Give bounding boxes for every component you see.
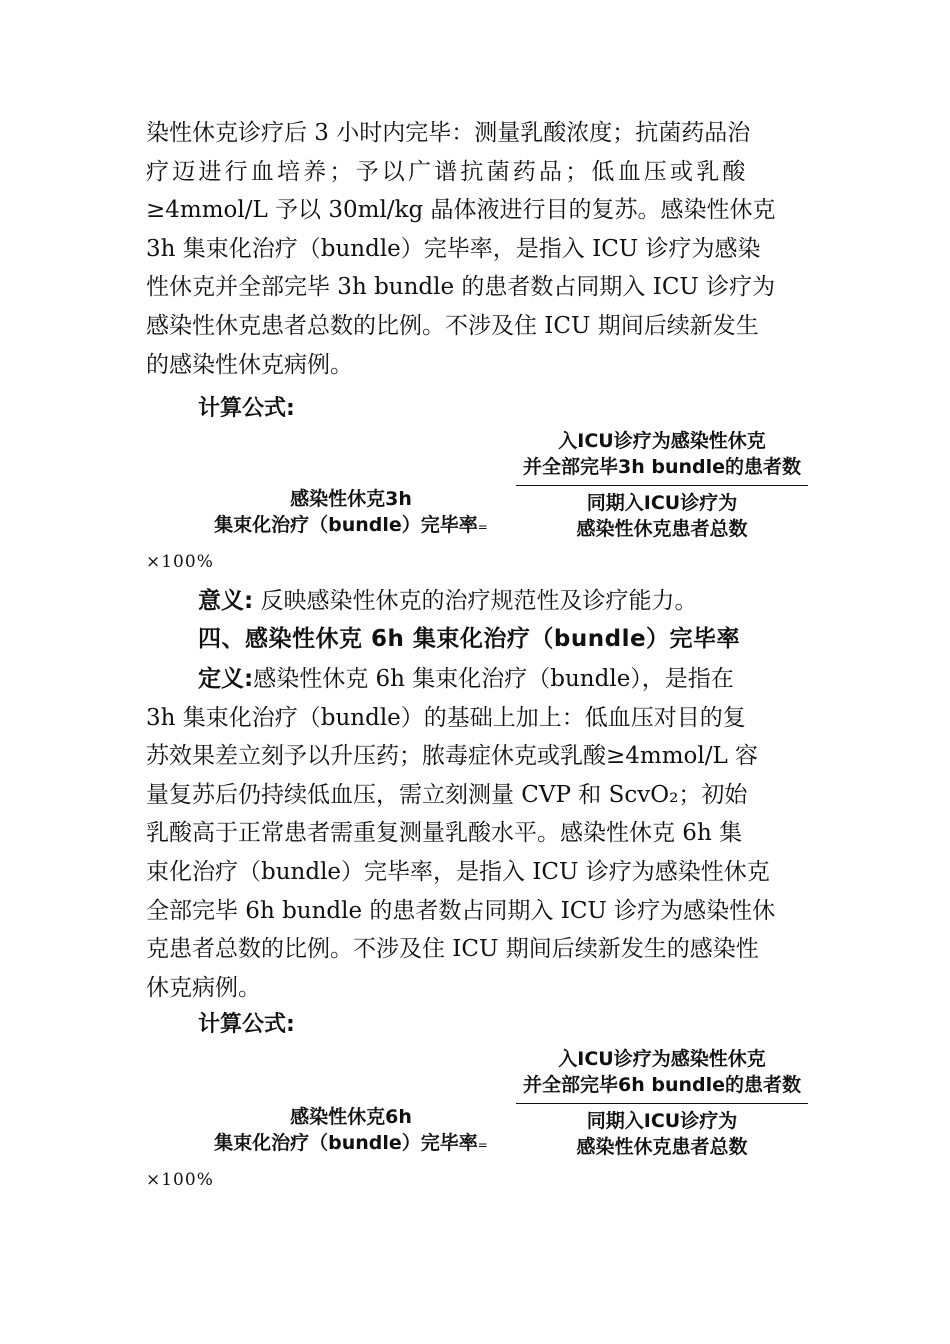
text-line: ≥4mmol/L 予以 30ml/kg 晶体液进行目的复苏。感染性休克	[146, 197, 776, 224]
equals-sign: =	[477, 520, 488, 534]
text-line: 休克病例。	[146, 974, 261, 1001]
text-line	[146, 660, 808, 699]
denominator-line: 同期入ICU诊疗为	[586, 492, 738, 514]
formula-denominator	[516, 1108, 808, 1160]
formula-6h-completion-rate	[146, 1046, 808, 1206]
text-line: 3h 集束化治疗（bundle）的基础上加上：低血压对目的复	[146, 704, 746, 731]
formula-lhs	[186, 486, 516, 540]
formula-3h-completion-rate	[146, 428, 808, 588]
text-line: 苏效果差立刻予以升压药；脓毒症休克或乳酸≥4mmol/L 容	[146, 743, 759, 770]
fraction-bar	[516, 1103, 808, 1104]
denominator-line: 感染性休克患者总数	[576, 518, 748, 540]
formula-numerator	[516, 428, 808, 480]
meaning-label: 意义:	[198, 588, 254, 614]
formula-lhs	[186, 1104, 516, 1158]
text-line: 乳酸高于正常患者需重复测量乳酸水平。感染性休克 6h 集	[146, 820, 743, 847]
denominator-line: 感染性休克患者总数	[576, 1136, 748, 1158]
text-line: 感染性休克患者总数的比例。不涉及住 ICU 期间后续新发生	[146, 312, 759, 339]
numerator-line: 并全部完毕3h bundle的患者数	[522, 456, 801, 478]
paragraph-sepsis-6h-definition	[146, 660, 808, 1007]
formula-denominator	[516, 490, 808, 542]
text-line: 性休克并全部完毕 3h bundle 的患者数占同期入 ICU 诊疗为	[146, 274, 776, 301]
lhs-term: 集束化治疗（bundle）完毕率	[214, 514, 478, 536]
numerator-line: 入ICU诊疗为感染性休克	[558, 1048, 766, 1070]
lhs-line: 感染性休克6h	[290, 1106, 412, 1128]
multiplier: ×100%	[146, 1170, 214, 1190]
text-line: 疗迈进行血培养；予以广谱抗菌药品；低血压或乳酸	[146, 158, 749, 185]
fraction-bar	[516, 485, 808, 486]
meaning-text: 反映感染性休克的治疗规范性及诊疗能力。	[260, 588, 698, 614]
text-line: 3h 集束化治疗（bundle）完毕率，是指入 ICU 诊疗为感染	[146, 235, 761, 262]
text-line: 的感染性休克病例。	[146, 351, 353, 378]
text-line: 束化治疗（bundle）完毕率，是指入 ICU 诊疗为感染性休克	[146, 858, 770, 885]
text-line: 克患者总数的比例。不涉及住 ICU 期间后续新发生的感染性	[146, 936, 759, 963]
section-heading: 四、感染性休克 6h 集束化治疗（bundle）完毕率	[198, 626, 741, 652]
equals-sign: =	[477, 1138, 488, 1152]
lhs-line	[186, 512, 516, 540]
text-line: 染性休克诊疗后 3 小时内完毕：测量乳酸浓度；抗菌药品治	[146, 120, 751, 146]
meaning-line	[198, 586, 698, 616]
numerator-line: 入ICU诊疗为感染性休克	[558, 430, 766, 452]
lhs-term: 集束化治疗（bundle）完毕率	[214, 1132, 478, 1154]
paragraph-sepsis-3h-definition	[146, 114, 808, 384]
definition-text: 感染性休克 6h 集束化治疗（bundle），是指在	[253, 666, 734, 692]
definition-label: 定义:	[198, 666, 254, 692]
lhs-line: 感染性休克3h	[290, 488, 412, 510]
multiplier: ×100%	[146, 552, 214, 572]
text-line: 量复苏后仍持续低血压，需立刻测量 CVP 和 ScvO₂；初始	[146, 781, 748, 808]
text-line: 全部完毕 6h bundle 的患者数占同期入 ICU 诊疗为感染性休	[146, 897, 776, 924]
lhs-line	[186, 1130, 516, 1158]
formula-label: 计算公式:	[198, 396, 295, 421]
formula-numerator	[516, 1046, 808, 1098]
denominator-line: 同期入ICU诊疗为	[586, 1110, 738, 1132]
numerator-line: 并全部完毕6h bundle的患者数	[522, 1074, 801, 1096]
formula-label: 计算公式:	[198, 1012, 295, 1037]
